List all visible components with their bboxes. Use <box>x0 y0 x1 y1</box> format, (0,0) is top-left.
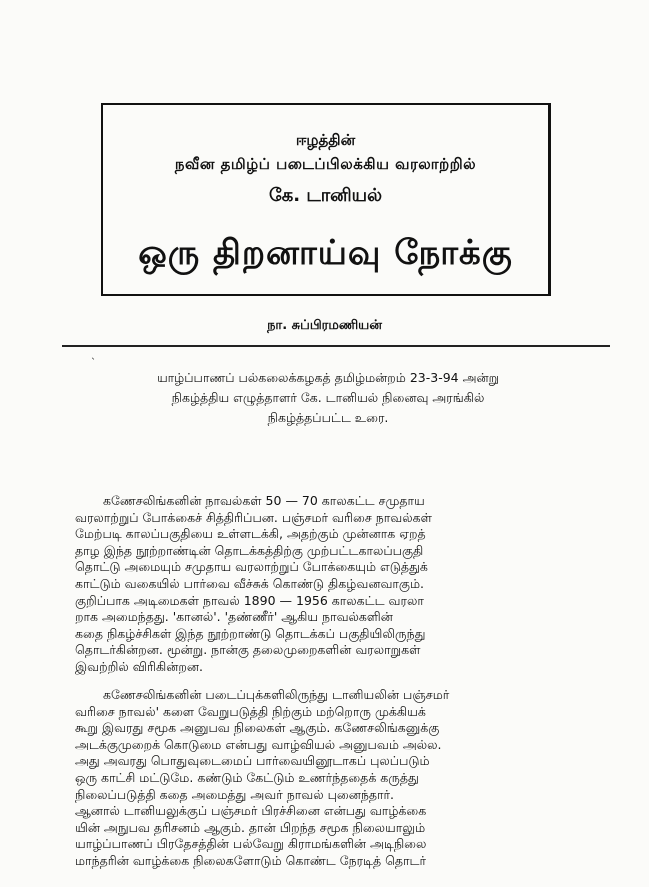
note-line-2: நிகழ்த்திய எழுத்தாளர் கே. டானியல் நினைவு அரங்கில் <box>171 390 485 405</box>
paragraph-line: தொட்டு அமையும் சமுதாய வரலாற்றுப் போக்கையும் எடுத்துக் <box>75 559 428 575</box>
paragraph-line: அது அவரது பொதுவுடைமைப் பார்வையினூடாகப் புலப்படும் <box>75 753 430 769</box>
divider-rule <box>62 345 610 347</box>
title-line-2: நவீன தமிழ்ப் படைப்பிலக்கிய வரலாற்றில் <box>174 155 477 173</box>
paragraph-line: அடக்குமுறைக் கொடுமை என்பது வாழ்வியல் அனுபவம் அல்ல. <box>75 736 442 752</box>
paragraph-line: காட்டும் வகையில் பார்வை வீச்சுக் கொண்டு திகழ்வனவாகும். <box>75 575 424 591</box>
paragraph-line: யின் அநுபவ தரிசனம் ஆகும். தான் பிறந்த சமூக நிலையாலும் <box>75 819 426 835</box>
body-paragraph-1 <box>75 493 595 676</box>
paragraph-line: தாழ இந்த நூற்றாண்டின் தொடக்கத்திற்கு முற்பட்டகாலப்பகுதி <box>75 542 424 558</box>
paragraph-line: றாக அமைந்தது. 'கானல்'. 'தண்ணீர்' ஆகிய நாவல்களின் <box>75 609 393 625</box>
main-title: ஒரு திறனாய்வு நோக்கு <box>138 233 513 273</box>
paragraph-line: கதை நிகழ்ச்சிகள் இந்த நூற்றாண்டு தொடக்கப் பகுதியிலிருந்து <box>75 625 426 641</box>
title-box <box>101 103 551 296</box>
paragraph-line: ஒரு காட்சி மட்டுமே. கண்டும் கேட்டும் உணர்ந்ததைக் கருத்து <box>75 769 419 785</box>
author-name: நா. சுப்பிரமணியன் <box>267 318 382 333</box>
subject-name: கே. டானியல் <box>268 185 383 206</box>
paragraph-line: ஆனால் டானியலுக்குப் பஞ்சமர் பிரச்சினை என்பது வாழ்க்கை <box>75 803 427 819</box>
lecture-note <box>68 368 588 428</box>
note-line-1: யாழ்ப்பாணப் பல்கலைக்கழகத் தமிழ்மன்றம் 23-3-94 அன்று <box>156 370 500 385</box>
paragraph-line: கணேசலிங்கனின் நாவல்கள் 50 — 70 காலகட்ட சமுதாய <box>103 493 425 508</box>
paragraph-line: குறிப்பாக அடிமைகள் நாவல் 1890 — 1956 காலகட்ட வரலா <box>75 592 424 608</box>
paragraph-line: நிலைப்படுத்தி கதை அமைத்து அவர் நாவல் புனைந்தார். <box>75 786 395 802</box>
tick-mark: ˎ <box>91 349 96 360</box>
paragraph-line: யாழ்ப்பாணப் பிரதேசத்தின் பல்வேறு கிராமங்களின் அடிநிலை <box>75 836 427 852</box>
paragraph-line: கூறு இவரது சமூக அனுபவ நிலைகள் ஆகும். கணேசலிங்கனுக்கு <box>75 720 440 736</box>
paragraph-line: வரலாற்றுப் போக்கைச் சித்திரிப்பன. பஞ்சமர் வரிசை நாவல்கள் <box>75 509 432 525</box>
paragraph-line: இவற்றில் விரிகின்றன. <box>75 658 203 674</box>
note-line-3: நிகழ்த்தப்பட்ட உரை. <box>267 410 389 425</box>
paragraph-line: மாந்தரின் வாழ்க்கை நிலைகளோடும் கொண்ட நேரடித் தொடர் <box>75 852 426 868</box>
paragraph-line: தொடர்கின்றன. மூன்று. நான்கு தலைமுறைகளின் வரலாறுகள் <box>75 642 421 658</box>
title-line-1: ஈழத்தின் <box>295 131 356 149</box>
paragraph-line: மேற்படி காலப்பகுதியை உள்ளடக்கி, அதற்கும் முன்னாக ஏறத் <box>75 526 426 542</box>
paragraph-line: கணேசலிங்கனின் படைப்புக்களிலிருந்து டானியலின் பஞ்சமர் <box>103 687 450 702</box>
body-paragraph-2 <box>75 687 595 870</box>
paragraph-line: வரிசை நாவல்' களை வேறுபடுத்தி நிற்கும் மற்றொரு முக்கியக் <box>75 703 426 719</box>
